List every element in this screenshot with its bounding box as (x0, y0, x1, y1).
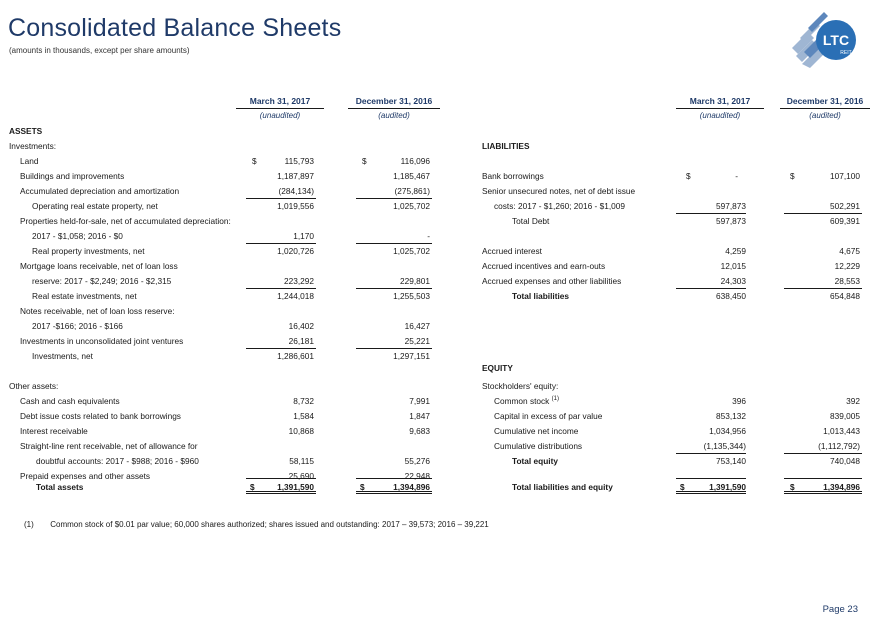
equity-common-2016: 392 (846, 396, 860, 406)
asset-row-prepaid: Prepaid expenses and other assets (20, 471, 151, 481)
currency-sign: $ (362, 156, 367, 166)
col-left-current: March 31, 2017 (236, 96, 324, 109)
equity-row-total: Total equity (512, 456, 558, 466)
liab-accrued-expenses-2016: 28,553 (834, 276, 860, 286)
asset-investments-net-2017: 1,286,601 (277, 351, 314, 361)
other-assets-label: Other assets: (9, 381, 59, 391)
asset-mortgage-2017: 223,292 (284, 276, 314, 286)
liab-total-debt-2017: 597,873 (716, 216, 746, 226)
equity-net-income-2017: 1,034,956 (709, 426, 746, 436)
asset-interest-receivable-2017: 10,868 (288, 426, 314, 436)
asset-notes-2017: 16,402 (288, 321, 314, 331)
stockholders-label: Stockholders' equity: (482, 381, 559, 391)
asset-notes-2016: 16,427 (404, 321, 430, 331)
equity-capital-2017: 853,132 (716, 411, 746, 421)
assets-heading: ASSETS (9, 126, 43, 136)
equity-row-common (494, 396, 559, 406)
equity-row-capital: Capital in excess of par value (494, 411, 603, 421)
liab-accrued-expenses-2017: 24,303 (720, 276, 746, 286)
asset-interest-receivable-2016: 9,683 (409, 426, 430, 436)
liab-row-incentives: Accrued incentives and earn-outs (482, 261, 606, 271)
currency-sign: $ (252, 156, 257, 166)
asset-held-for-sale-2016: - (427, 231, 430, 241)
total-liab-equity-label: Total liabilities and equity (512, 482, 613, 492)
col-left-current-sub: (unaudited) (259, 111, 301, 120)
asset-row-joint-ventures: Investments in unconsolidated joint ventures (20, 336, 184, 346)
asset-real-property-2016: 1,025,702 (393, 246, 430, 256)
footnote-marker: (1) (551, 396, 559, 403)
currency-sign: $ (686, 171, 691, 181)
asset-row-cash: Cash and cash equivalents (20, 396, 120, 406)
liab-row-bank: Bank borrowings (482, 171, 544, 181)
asset-joint-ventures-2017: 26,181 (288, 336, 314, 346)
asset-real-property-2017: 1,020,726 (277, 246, 314, 256)
liab-row-total-debt: Total Debt (512, 216, 550, 226)
ltc-reit-logo (790, 8, 862, 70)
liab-row-total: Total liabilities (512, 291, 570, 301)
equity-row-distributions: Cumulative distributions (494, 441, 583, 451)
asset-real-estate-2016: 1,255,503 (393, 291, 430, 301)
col-left-prior-sub: (audited) (378, 111, 410, 120)
footnote (24, 520, 489, 529)
asset-investments-net-2016: 1,297,151 (393, 351, 430, 361)
liab-incentives-2017: 12,015 (720, 261, 746, 271)
underline (356, 288, 432, 289)
asset-row-buildings: Buildings and improvements (20, 171, 125, 181)
investments-label: Investments: (9, 141, 57, 151)
equity-total-2016: 740,048 (830, 456, 860, 466)
underline (246, 198, 316, 199)
asset-debt-issue-2016: 1,847 (409, 411, 430, 421)
underline (784, 453, 862, 454)
asset-row-operating: Operating real estate property, net (32, 201, 158, 211)
total-assets-2016: 1,394,896 (393, 482, 430, 492)
asset-row-notes: Notes receivable, net of loan loss reserve: (20, 306, 175, 316)
asset-buildings-2016: 1,185,467 (393, 171, 430, 181)
liab-senior-2016: 502,291 (830, 201, 860, 211)
liab-total-2017: 638,450 (716, 291, 746, 301)
asset-row-real-estate: Real estate investments, net (32, 291, 137, 301)
equity-common-label: Common stock (494, 396, 550, 406)
liab-senior-2017: 597,873 (716, 201, 746, 211)
asset-mortgage-2016: 229,801 (400, 276, 430, 286)
asset-operating-2017: 1,019,556 (277, 201, 314, 211)
asset-real-estate-2017: 1,244,018 (277, 291, 314, 301)
footnote-number: (1) (24, 520, 34, 529)
asset-row-mortgage: Mortgage loans receivable, net of loan loss (20, 261, 178, 271)
underline (356, 243, 432, 244)
underline (356, 198, 432, 199)
asset-row-investments-net: Investments, net (32, 351, 93, 361)
asset-row-debt-issue: Debt issue costs related to bank borrowings (20, 411, 181, 421)
col-right-prior: December 31, 2016 (780, 96, 870, 109)
liab-total-debt-2016: 609,391 (830, 216, 860, 226)
col-left-prior: December 31, 2016 (348, 96, 440, 109)
asset-land-2016: 116,096 (400, 156, 430, 166)
logo-text: LTC (822, 32, 850, 48)
currency-sign: $ (790, 482, 795, 492)
currency-sign: $ (790, 171, 795, 181)
underline (784, 213, 862, 214)
liab-bank-2017: - (735, 171, 738, 181)
asset-row-real-property: Real property investments, net (32, 246, 145, 256)
liab-total-2016: 654,848 (830, 291, 860, 301)
equity-capital-2016: 839,005 (830, 411, 860, 421)
liab-row-accrued-interest: Accrued interest (482, 246, 542, 256)
underline (676, 453, 746, 454)
liab-bank-2016: 107,100 (830, 171, 860, 181)
asset-row-notes-detail: 2017 -$166; 2016 - $166 (32, 321, 123, 331)
equity-common-2017: 396 (732, 396, 746, 406)
asset-operating-2016: 1,025,702 (393, 201, 430, 211)
asset-cash-2016: 7,991 (409, 396, 430, 406)
asset-joint-ventures-2016: 25,221 (404, 336, 430, 346)
total-liab-equity-2016: 1,394,896 (823, 482, 860, 492)
liab-row-senior-detail: costs: 2017 - $1,260; 2016 - $1,009 (494, 201, 626, 211)
equity-row-net-income: Cumulative net income (494, 426, 579, 436)
asset-prepaid-2016: 22,948 (404, 471, 430, 481)
total-assets-label: Total assets (36, 482, 84, 492)
asset-row-doubtful: doubtful accounts: 2017 - $988; 2016 - $960 (36, 456, 199, 466)
page-title: Consolidated Balance Sheets (8, 14, 342, 42)
asset-prepaid-2017: 25,690 (288, 471, 314, 481)
liab-row-senior: Senior unsecured notes, net of debt issue (482, 186, 636, 196)
underline (246, 348, 316, 349)
underline (676, 213, 746, 214)
page-subtitle: (amounts in thousands, except per share amounts) (9, 46, 190, 55)
currency-sign: $ (360, 482, 365, 492)
asset-accum-depr-2016: (275,861) (394, 186, 430, 196)
asset-land-2017: 115,793 (284, 156, 314, 166)
asset-buildings-2017: 1,187,897 (277, 171, 314, 181)
underline (246, 243, 316, 244)
logo-subtext: REIT (840, 50, 852, 56)
col-right-current: March 31, 2017 (676, 96, 764, 109)
equity-distributions-2016: (1,112,792) (818, 441, 860, 451)
equity-net-income-2016: 1,013,443 (823, 426, 860, 436)
total-assets-2017: 1,391,590 (277, 482, 314, 492)
equity-heading: EQUITY (482, 363, 513, 373)
underline (246, 288, 316, 289)
asset-row-interest-receivable: Interest receivable (20, 426, 88, 436)
asset-accum-depr-2017: (284,134) (278, 186, 314, 196)
asset-row-land: Land (20, 156, 39, 166)
asset-debt-issue-2017: 1,584 (293, 411, 314, 421)
liab-incentives-2016: 12,229 (834, 261, 860, 271)
asset-row-straight-line: Straight-line rent receivable, net of allowance for (20, 441, 198, 451)
asset-doubtful-2016: 55,276 (404, 456, 430, 466)
liab-accrued-interest-2016: 4,675 (839, 246, 860, 256)
page-number: Page 23 (822, 604, 858, 615)
liabilities-heading: LIABILITIES (482, 141, 530, 151)
col-right-current-sub: (unaudited) (699, 111, 741, 120)
footnote-text: Common stock of $0.01 par value; 60,000 shares authorized; shares issued and outstanding: 2017 – 39,573; 2016 – 39,221 (50, 520, 489, 529)
currency-sign: $ (250, 482, 255, 492)
equity-distributions-2017: (1,135,344) (703, 441, 746, 451)
underline (784, 288, 862, 289)
asset-doubtful-2017: 58,115 (289, 456, 314, 466)
equity-total-2017: 753,140 (716, 456, 746, 466)
asset-held-for-sale-2017: 1,170 (293, 231, 314, 241)
asset-row-held-for-sale-detail: 2017 - $1,058; 2016 - $0 (32, 231, 123, 241)
liab-accrued-interest-2017: 4,259 (725, 246, 746, 256)
asset-cash-2017: 8,732 (293, 396, 314, 406)
underline (356, 348, 432, 349)
asset-row-mortgage-detail: reserve: 2017 - $2,249; 2016 - $2,315 (32, 276, 172, 286)
underline (676, 288, 746, 289)
currency-sign: $ (680, 482, 685, 492)
liab-row-accrued-expenses: Accrued expenses and other liabilities (482, 276, 622, 286)
total-liab-equity-2017: 1,391,590 (709, 482, 746, 492)
col-right-prior-sub: (audited) (809, 111, 841, 120)
asset-row-held-for-sale: Properties held-for-sale, net of accumulated depreciation: (20, 216, 231, 226)
asset-row-accum-depr: Accumulated depreciation and amortization (20, 186, 180, 196)
